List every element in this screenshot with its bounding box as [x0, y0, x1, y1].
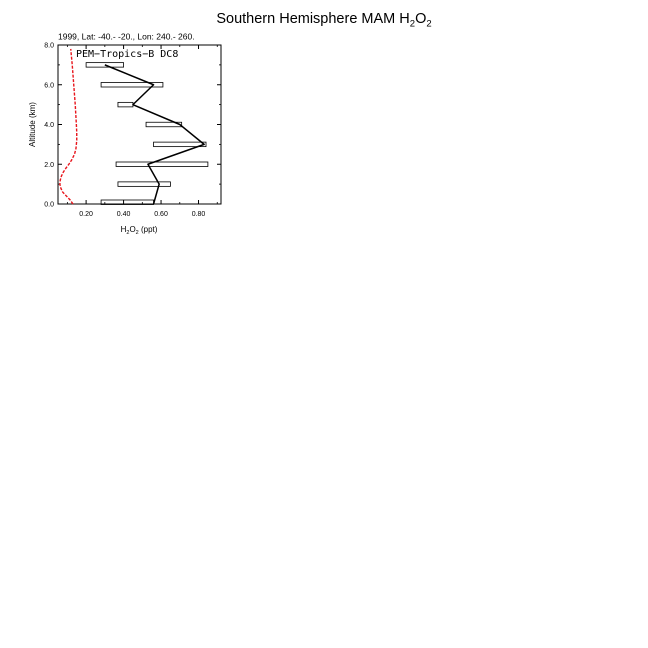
error-bars: [86, 63, 208, 205]
title-subscript-2: 2: [426, 18, 432, 30]
plot-area: [44, 43, 221, 219]
series-lines: [60, 49, 204, 204]
y-tick-label: 2.0: [44, 161, 54, 169]
chart-title: [216, 11, 431, 30]
x-label-subscript-2: 2: [135, 230, 139, 236]
x-tick-label: 0.40: [116, 211, 131, 218]
range-box: [116, 162, 208, 167]
range-box: [118, 102, 133, 107]
x-label-text-mid: O: [129, 225, 136, 234]
plot-frame: [58, 45, 221, 204]
x-tick-label: 0.20: [79, 211, 93, 218]
title-text: Southern Hemisphere MAM H: [216, 11, 410, 27]
y-axis-label: Altitude (km): [28, 102, 37, 147]
x-label-units: (ppt): [138, 225, 158, 234]
model-profile-line: [60, 49, 77, 204]
chart-subtitle: 1999, Lat: -40.- -20., Lon: 240.- 260.: [58, 31, 195, 42]
x-label-subscript-1: 2: [126, 230, 130, 236]
x-axis-label: [121, 225, 158, 236]
range-box: [118, 182, 170, 187]
y-tick-label: 4.0: [44, 122, 54, 129]
x-tick-label: 0.60: [154, 211, 168, 218]
range-box: [86, 63, 123, 68]
title-subscript-1: 2: [409, 18, 416, 30]
axis-ticks: [44, 43, 221, 219]
y-tick-label: 0.0: [44, 201, 54, 209]
x-tick-label: 0.80: [191, 211, 206, 218]
observed-profile-line: [105, 65, 204, 204]
campaign-annotation: PEM−Tropics−B DC8: [76, 49, 179, 60]
title-text-mid: O: [415, 11, 427, 27]
x-label-text: H: [120, 225, 127, 234]
y-tick-label: 6.0: [44, 82, 54, 90]
y-tick-label: 8.0: [44, 42, 54, 50]
